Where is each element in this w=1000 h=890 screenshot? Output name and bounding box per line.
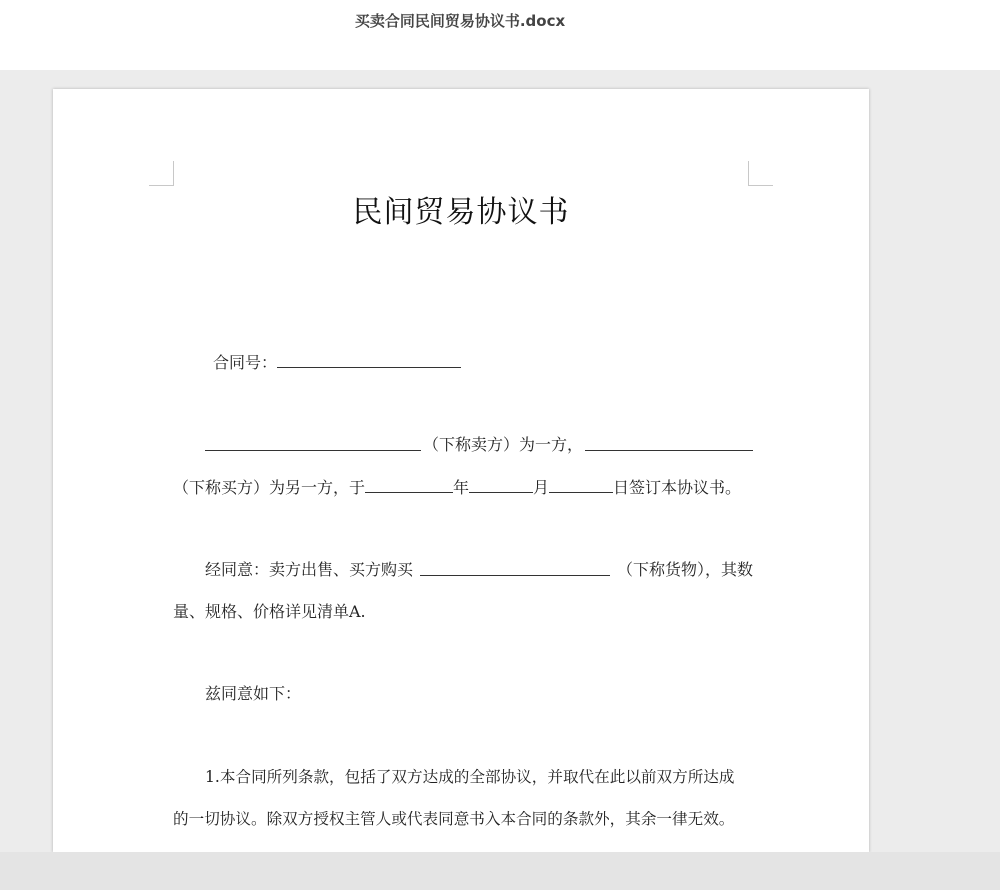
agreement-line-1 [173, 559, 753, 581]
clause-1-line-1: 1.本合同所列条款，包括了双方达成的全部协议，并取代在此以前双方所达成 [205, 768, 735, 786]
year-blank[interactable] [365, 476, 453, 493]
agreement-line-2: 量、规格、价格详见清单A. [173, 602, 366, 621]
status-bar [0, 852, 1000, 890]
clause-1-line-2: 的一切协议。除双方授权主管人或代表同意书入本合同的条款外，其余一律无效。 [173, 810, 735, 828]
contract-number-line [173, 351, 753, 374]
buyer-suffix: （下称买方）为另一方，于 [173, 478, 366, 497]
signing-suffix: 日签订本协议书。 [613, 478, 742, 497]
document-filename: 买卖合同民间贸易协议书.docx [354, 12, 566, 30]
document-page[interactable] [53, 89, 869, 852]
goods-blank[interactable] [420, 559, 610, 576]
parties-line-1 [173, 434, 753, 456]
month-label: 月 [533, 478, 550, 497]
agreement-prefix: 经同意：卖方出售、买方购买 [205, 560, 414, 579]
contract-number-label: 合同号： [213, 353, 278, 372]
day-blank[interactable] [549, 476, 613, 493]
seller-suffix: （下称卖方）为一方， [422, 435, 583, 454]
document-heading: 民间贸易协议书 [352, 195, 570, 230]
title-bar [0, 0, 1000, 70]
margin-corner-top-left [149, 161, 174, 186]
buyer-blank[interactable] [585, 434, 753, 451]
month-blank[interactable] [469, 476, 533, 493]
agreement-suffix: （下称货物），其数 [616, 560, 753, 579]
margin-corner-top-right [748, 161, 773, 186]
seller-blank[interactable] [205, 434, 421, 451]
year-label: 年 [453, 478, 470, 497]
contract-number-blank[interactable] [277, 351, 461, 368]
hereby-agreed-line: 兹同意如下： [205, 684, 302, 703]
parties-line-2 [173, 476, 753, 499]
